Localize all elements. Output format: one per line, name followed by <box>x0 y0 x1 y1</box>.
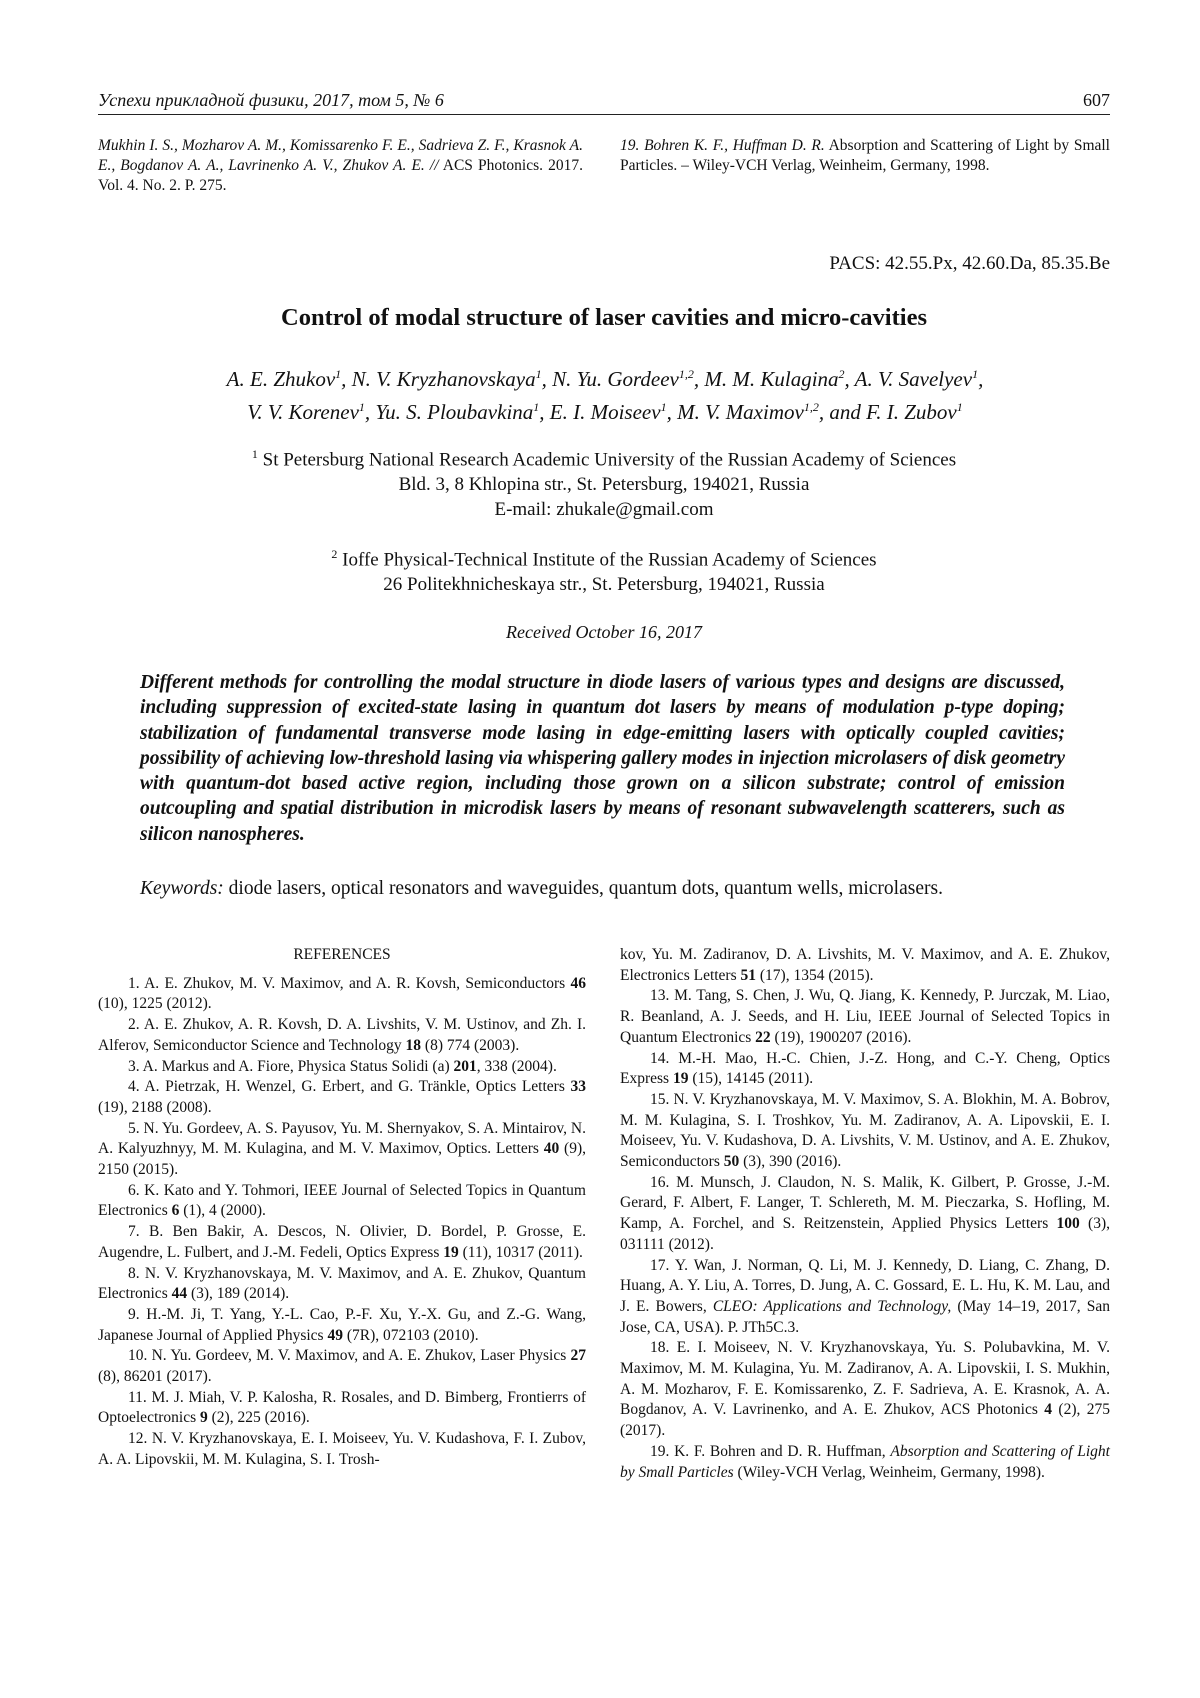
reference-item <box>98 1015 586 1056</box>
reference-text: 14. M.-H. Mao, H.-C. Chien, J.-Z. Hong, and C.-Y. Cheng, Optics Express <box>620 1049 1110 1088</box>
author-separator: , <box>693 367 705 391</box>
reference-text: , 338 (2004). <box>476 1057 557 1075</box>
affiliation-2-number: 2 <box>331 547 338 561</box>
reference-volume: 46 <box>570 974 586 992</box>
reference-text: 2. A. E. Zhukov, A. R. Kovsh, D. A. Livshits, V. M. Ustinov, and Zh. I. Alferov, Semiconductor Science and Technology <box>98 1016 586 1054</box>
reference-volume: 40 <box>543 1140 560 1158</box>
previous-article-reference-left <box>98 136 583 196</box>
received-date: Received October 16, 2017 <box>506 622 702 642</box>
reference-item <box>98 1388 586 1429</box>
author-separator: , <box>341 367 352 391</box>
reference-text: 6. K. Kato and Y. Tohmori, IEEE Journal of Selected Topics in Quantum Electronics <box>98 1181 586 1220</box>
reference-volume: 18 <box>405 1036 422 1054</box>
reference-volume: 33 <box>570 1078 586 1096</box>
reference-volume: 6 <box>171 1202 180 1220</box>
reference-text: (3), 390 (2016). <box>739 1153 842 1171</box>
reference-item <box>620 1256 1110 1339</box>
reference-volume: 27 <box>570 1347 586 1365</box>
affiliation-1-name: St Petersburg National Research Academic University of the Russian Academy of Sciences <box>262 449 957 471</box>
reference-text: (9), 2150 (2015). <box>98 1140 586 1179</box>
author-name: N. Yu. Gordeev <box>552 367 679 391</box>
author-separator: , <box>844 367 855 391</box>
author-name: V. V. Korenev <box>247 400 359 424</box>
reference-item <box>98 1181 586 1222</box>
author-affiliation-mark: 1 <box>358 400 365 414</box>
reference-item <box>620 1442 1110 1483</box>
reference-text: 15. N. V. Kryzhanovskaya, M. V. Maximov, S. A. Blokhin, M. A. Bobrov, M. M. Kulagina, S. I. Troshkov, Yu. M. Zadiranov, A. A. Lipovskii, E. I. Moiseev, Yu. V. Kudashova, D. A. Livshits, V. M. Ustinov, and A. E. Zhukov, Semiconductors <box>620 1090 1110 1171</box>
reference-item <box>620 1173 1110 1256</box>
keywords <box>140 878 1070 900</box>
reference-text: (8) 774 (2003). <box>421 1036 520 1054</box>
author-affiliation-mark: 1 <box>533 400 540 414</box>
reference-text: kov, Yu. M. Zadiranov, D. A. Livshits, M. V. Maximov, and A. E. Zhukov, Electronics Letters <box>620 946 1110 984</box>
previous-article-reference-right <box>620 136 1110 176</box>
reference-volume: 19 <box>443 1243 459 1261</box>
author-separator: , <box>364 400 376 424</box>
reference-text: (2), 225 (2016). <box>207 1409 310 1427</box>
affiliation-1-number: 1 <box>251 447 258 461</box>
reference-text: 17. Y. Wan, J. Norman, Q. Li, M. J. Kennedy, D. Liang, C. Zhang, D. Huang, A. Y. Liu, A. Torres, D. Jung, A. C. Gossard, E. L. Hu, K. M. Lau, and J. E. Bowers, <box>620 1256 1110 1315</box>
author-name: E. I. Moiseev <box>549 400 661 424</box>
affiliation-1-email: E-mail: zhukale@gmail.com <box>494 499 714 521</box>
author-name: F. I. Zubov <box>866 400 957 424</box>
reference-item <box>98 1222 586 1263</box>
reference-item <box>98 1077 586 1118</box>
reference-volume: 19 <box>672 1070 689 1088</box>
reference-text: 1. A. E. Zhukov, M. V. Maximov, and A. R. Kovsh, Semiconductors <box>128 974 571 992</box>
running-header <box>98 88 1110 115</box>
reference-text: 11. M. J. Miah, V. P. Kalosha, R. Rosales, and D. Bimberg, Frontierrs of Optoelectronics <box>98 1388 586 1427</box>
reference-text: (17), 1354 (2015). <box>756 966 874 984</box>
reference-text: 5. N. Yu. Gordeev, A. S. Payusov, Yu. M. Shernyakov, S. A. Mintairov, N. A. Kalyuzhnyy, M. M. Kulagina, and M. V. Maximov, Optics. Letters <box>98 1119 586 1158</box>
author-affiliation-mark: 1 <box>972 367 979 381</box>
author-separator: , <box>541 367 553 391</box>
affiliation-2-address: 26 Politekhnicheskaya str., St. Petersburg, 194021, Russia <box>383 574 825 596</box>
author-affiliation-mark: 1 <box>956 400 963 414</box>
references-heading: REFERENCES <box>293 946 391 963</box>
reference-text: (1), 4 (2000). <box>179 1202 266 1220</box>
reference-text: 4. A. Pietrzak, H. Wenzel, G. Erbert, and G. Tränkle, Optics Letters <box>128 1078 571 1096</box>
pacs-codes: PACS: 42.55.Px, 42.60.Da, 85.35.Be <box>829 253 1110 274</box>
reference-text: (2), 275 (2017). <box>620 1401 1111 1440</box>
reference-text: (10), 1225 (2012). <box>98 995 212 1013</box>
reference-volume: 49 <box>327 1326 343 1344</box>
references-column-right <box>620 945 1110 1483</box>
author-affiliation-mark: 1,2 <box>678 367 694 381</box>
reference-text: (11), 10317 (2011). <box>458 1243 583 1261</box>
author-name: A. V. Savelyev <box>854 367 973 391</box>
reference-text: 7. B. Ben Bakir, A. Descos, N. Olivier, D. Bordel, P. Grosse, E. Augendre, L. Fulbert, and J.-M. Fedeli, Optics Express <box>98 1223 586 1261</box>
reference-volume: 50 <box>723 1153 740 1171</box>
author-separator: , and <box>818 400 867 424</box>
previous-ref-19-text: Absorption and Scattering of Light by Small Particles. – Wiley-VCH Verlag, Weinheim, Germany, 1998. <box>620 137 1110 174</box>
reference-text: 13. M. Tang, S. Chen, J. Wu, Q. Jiang, K. Kennedy, P. Jurczak, M. Liao, R. Beanland, A. J. Seeds, and H. Liu, IEEE Journal of Selected Topics in Quantum Electronics <box>620 987 1110 1046</box>
affiliation-2-name: Ioffe Physical-Technical Institute of the Russian Academy of Sciences <box>342 549 877 571</box>
page-number: 607 <box>1083 90 1110 110</box>
reference-item <box>620 986 1110 1048</box>
author-separator: , <box>666 400 678 424</box>
reference-text: (7R), 072103 (2010). <box>342 1326 479 1344</box>
reference-item <box>620 1090 1110 1173</box>
reference-text: 10. N. Yu. Gordeev, M. V. Maximov, and A. E. Zhukov, Laser Physics <box>128 1347 571 1365</box>
reference-text: (19), 1900207 (2016). <box>770 1028 912 1046</box>
reference-volume: 100 <box>1056 1215 1080 1233</box>
reference-text: (8), 86201 (2017). <box>98 1368 212 1386</box>
reference-item <box>620 1049 1110 1090</box>
reference-item <box>98 1346 586 1387</box>
author-separator: , <box>978 367 984 391</box>
reference-volume: 9 <box>200 1409 208 1427</box>
reference-item <box>98 1429 586 1470</box>
previous-ref-authors: Mukhin I. S., Mozharov A. M., Komissarenko F. E., Sadrieva Z. F., Krasnok A. E., Bogdanov A. A., Lavrinenko A. V., Zhukov A. E. // <box>98 137 583 174</box>
reference-item <box>98 1305 586 1346</box>
reference-text: 16. M. Munsch, J. Claudon, N. S. Malik, K. Gilbert, P. Grosse, J.-M. Gerard, F. Albert, F. Langer, T. Schlereth, M. M. Pieczarka, S. Hofling, M. Kamp, A. Forchel, and S. Reitzenstein, Applied Physics Letters <box>620 1173 1110 1233</box>
abstract: Different methods for controlling the modal structure in diode lasers of various types and designs are discussed, including suppression of excited-state lasing in quantum dot lasers by means of modulation p-type doping; stabilization of fundamental transverse mode lasing in edge-emitting lasers with optically coupled cavities; possibility of achieving low-threshold lasing via whispering gallery modes in injection microlasers of disk geometry with quantum-dot based active region, including those grown on a silicon substrate; control of emission outcoupling and spatial distribution in microdisk lasers by means of resonant subwavelength scatterers, such as silicon nanospheres. <box>140 672 1065 845</box>
reference-item <box>98 1264 586 1305</box>
references-column-left <box>98 945 586 1471</box>
reference-volume: 44 <box>171 1285 188 1303</box>
author-affiliation-mark: 1 <box>535 367 542 381</box>
reference-volume: 201 <box>453 1057 477 1075</box>
author-name: M. V. Maximov <box>677 400 804 424</box>
previous-ref-source: ACS Photonics. 2017. Vol. 4. No. 2. P. 275. <box>98 157 583 194</box>
reference-volume: 4 <box>1044 1401 1053 1419</box>
previous-ref-19-authors: 19. Bohren K. F., Huffman D. R. <box>620 137 825 154</box>
reference-text: (19), 2188 (2008). <box>98 1098 212 1116</box>
author-affiliation-mark: 1 <box>335 367 342 381</box>
reference-text: 18. E. I. Moiseev, N. V. Kryzhanovskaya, Yu. S. Polubavkina, M. V. Maximov, M. M. Kulagina, Yu. M. Zadiranov, A. A. Lipovskii, I. S. Mukhin, A. M. Mozharov, F. E. Komissarenko, Z. F. Sadrieva, A. E. Krasnok, A. A. Bogdanov, A. V. Lavrinenko, and A. E. Zhukov, ACS Photonics <box>620 1339 1110 1419</box>
affiliation-2 <box>98 542 1110 597</box>
reference-item <box>98 1119 586 1181</box>
author-affiliation-mark: 2 <box>838 367 845 381</box>
journal-name: Успехи прикладной физики, 2017, том 5, № 6 <box>98 90 444 110</box>
author-affiliation-mark: 1,2 <box>803 400 819 414</box>
article-title: Control of modal structure of laser cavities and micro-cavities <box>281 304 927 331</box>
keywords-text: diode lasers, optical resonators and waveguides, quantum dots, quantum wells, microlasers. <box>223 878 943 899</box>
reference-text: (3), 189 (2014). <box>187 1285 290 1303</box>
reference-title: Absorption and Scattering of Light by Small Particles <box>620 1442 1110 1481</box>
keywords-label: Keywords: <box>140 878 224 899</box>
reference-text: 8. N. V. Kryzhanovskaya, M. V. Maximov, and A. E. Zhukov, Quantum Electronics <box>98 1264 586 1303</box>
author-name: M. M. Kulagina <box>704 367 839 391</box>
reference-text: 3. A. Markus and A. Fiore, Physica Status Solidi (a) <box>128 1057 454 1075</box>
reference-volume: 22 <box>755 1028 771 1046</box>
author-affiliation-mark: 1 <box>660 400 667 414</box>
reference-volume: 51 <box>740 966 757 984</box>
reference-text: (3), 031111 (2012). <box>620 1215 1110 1253</box>
author-separator: , <box>539 400 550 424</box>
reference-item <box>98 974 586 1015</box>
author-name: N. V. Kryzhanovskaya <box>351 367 536 391</box>
affiliation-1-address: Bld. 3, 8 Khlopina str., St. Petersburg, 194021, Russia <box>398 474 810 496</box>
reference-item <box>620 945 1110 986</box>
reference-item <box>98 1057 586 1078</box>
reference-text: 12. N. V. Kryzhanovskaya, E. I. Moiseev, Yu. V. Kudashova, F. I. Zubov, A. A. Lipovskii, M. M. Kulagina, S. I. Trosh- <box>98 1430 586 1468</box>
reference-item <box>620 1338 1110 1442</box>
author-name: Yu. S. Ploubavkina <box>375 400 534 424</box>
author-name: A. E. Zhukov <box>226 367 336 391</box>
reference-title: CLEO: Applications and Technology, <box>712 1297 952 1315</box>
reference-text: (May 14–19, 2017, San Jose, CA, USA). P. JTh5C.3. <box>620 1297 1110 1336</box>
reference-text: (Wiley-VCH Verlag, Weinheim, Germany, 1998). <box>733 1463 1045 1481</box>
reference-text: 9. H.-M. Ji, T. Yang, Y.-L. Cao, P.-F. Xu, Y.-X. Gu, and Z.-G. Wang, Japanese Journal of Applied Physics <box>98 1305 586 1344</box>
reference-text: 19. K. F. Bohren and D. R. Huffman, <box>650 1442 891 1460</box>
author-list <box>120 360 1090 426</box>
reference-text: (15), 14145 (2011). <box>688 1070 814 1088</box>
affiliation-1 <box>98 442 1110 522</box>
